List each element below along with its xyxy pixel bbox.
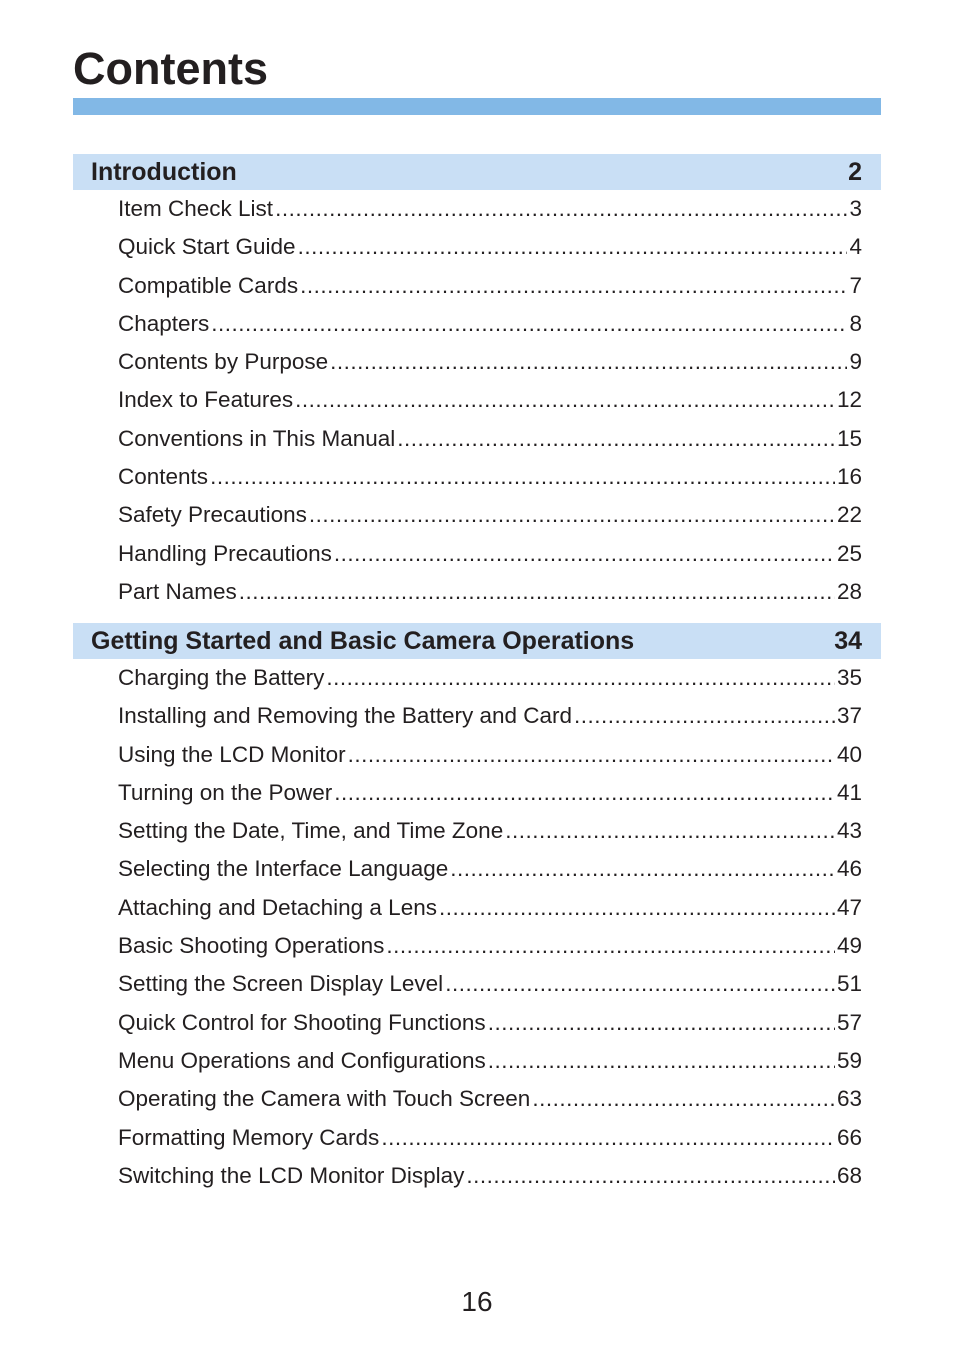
toc-entry-label: Basic Shooting Operations: [118, 933, 385, 959]
dot-leader: [466, 1157, 835, 1195]
toc-entry[interactable]: [73, 535, 881, 573]
toc-entry[interactable]: [73, 850, 881, 888]
toc-entry-label: Contents by Purpose: [118, 349, 329, 375]
toc-entry-label: Attaching and Detaching a Lens: [118, 894, 437, 920]
toc-entry[interactable]: [73, 190, 881, 228]
dot-leader: [300, 267, 847, 305]
dot-leader: [488, 1004, 835, 1042]
toc-entry-page: 35: [836, 665, 862, 690]
page-title: Contents: [73, 43, 268, 94]
toc-entry-page: 3: [849, 196, 862, 221]
dot-leader: [386, 927, 835, 965]
toc-entry[interactable]: [73, 305, 881, 343]
toc-entry[interactable]: [73, 381, 881, 419]
dot-leader: [445, 965, 835, 1003]
section-heading: Getting Started and Basic Camera Operations: [91, 626, 635, 655]
toc-entry-page: 41: [836, 779, 862, 805]
toc-entry-page: 9: [849, 349, 862, 375]
dot-leader: [381, 1119, 835, 1157]
toc-entry-page: 12: [836, 387, 862, 413]
toc-entry[interactable]: [73, 889, 881, 927]
toc-entry-label: Using the LCD Monitor: [118, 741, 346, 767]
toc-section-getting-started: [73, 623, 881, 1195]
toc-entry-label: Quick Start Guide: [118, 234, 296, 260]
page-number: 16: [461, 1286, 493, 1317]
toc-entry-page: 4: [849, 234, 862, 260]
dot-leader: [532, 1080, 835, 1118]
toc-entry[interactable]: [73, 573, 881, 611]
toc-entry[interactable]: [73, 736, 881, 774]
toc-entry-page: 15: [836, 425, 862, 451]
toc-entry-page: 49: [836, 933, 862, 959]
toc-entry[interactable]: [73, 774, 881, 812]
section-page: 34: [834, 626, 862, 655]
toc-entry-page: 25: [836, 540, 862, 566]
toc-entry-page: 28: [836, 578, 862, 604]
dot-leader: [505, 812, 835, 850]
toc-entry-page: 22: [836, 502, 862, 528]
toc-entry-page: 43: [836, 818, 862, 844]
dot-leader: [326, 659, 835, 697]
dot-leader: [488, 1042, 835, 1080]
dot-leader: [574, 697, 835, 735]
dot-leader: [450, 850, 835, 888]
toc-entry-label: Operating the Camera with Touch Screen: [118, 1086, 531, 1112]
toc-entry-page: 46: [836, 856, 862, 882]
dot-leader: [298, 228, 848, 266]
toc-entry-label: Selecting the Interface Language: [118, 856, 449, 882]
toc-entry[interactable]: [73, 343, 881, 381]
title-rule: [73, 98, 881, 115]
toc-entry[interactable]: [73, 965, 881, 1003]
dot-leader: [211, 305, 847, 343]
dot-leader: [275, 190, 847, 228]
toc-entry-label: Installing and Removing the Battery and Card: [118, 703, 573, 729]
toc-entry-label: Quick Control for Shooting Functions: [118, 1009, 486, 1035]
toc-entry-label: Setting the Screen Display Level: [118, 971, 444, 997]
toc-entry-label: Charging the Battery: [118, 665, 325, 690]
toc-entry-page: 51: [836, 971, 862, 997]
toc-entry-label: Item Check List: [118, 196, 274, 221]
section-header[interactable]: [73, 154, 881, 190]
dot-leader: [330, 343, 847, 381]
dot-leader: [239, 573, 835, 611]
toc-entry-label: Handling Precautions: [118, 540, 332, 566]
toc-entry-page: 47: [836, 894, 862, 920]
toc-entry[interactable]: [73, 420, 881, 458]
toc-entry[interactable]: [73, 1042, 881, 1080]
toc-entry[interactable]: [73, 1157, 881, 1195]
toc-entry-label: Formatting Memory Cards: [118, 1124, 380, 1150]
toc-entry-label: Setting the Date, Time, and Time Zone: [118, 818, 504, 844]
dot-leader: [210, 458, 835, 496]
dot-leader: [309, 496, 835, 534]
dot-leader: [334, 774, 835, 812]
toc-entry-label: Conventions in This Manual: [118, 425, 396, 451]
dot-leader: [334, 535, 835, 573]
toc-entry-list: [73, 659, 881, 1195]
toc-entry-label: Contents: [118, 464, 209, 490]
toc-entry-page: 16: [836, 464, 862, 490]
section-heading: Introduction: [91, 157, 237, 186]
toc-entry[interactable]: [73, 659, 881, 697]
dot-leader: [348, 736, 835, 774]
toc-entry-page: 40: [836, 741, 862, 767]
toc-entry[interactable]: [73, 458, 881, 496]
toc-entry-label: Menu Operations and Configurations: [118, 1047, 486, 1073]
toc-entry-page: 37: [836, 703, 862, 729]
dot-leader: [439, 889, 835, 927]
dot-leader: [397, 420, 835, 458]
toc-entry-list: [73, 190, 881, 611]
toc-entry-page: 68: [836, 1162, 862, 1188]
toc-entry-page: 59: [836, 1047, 862, 1073]
section-header[interactable]: [73, 623, 881, 659]
toc-entry[interactable]: [73, 1119, 881, 1157]
section-page: 2: [848, 157, 862, 186]
toc-entry-label: Chapters: [118, 310, 210, 336]
toc-entry-label: Compatible Cards: [118, 272, 299, 298]
toc-entry[interactable]: [73, 927, 881, 965]
toc-entry-page: 63: [836, 1086, 862, 1112]
toc-entry-label: Switching the LCD Monitor Display: [118, 1162, 465, 1188]
toc-entry[interactable]: [73, 267, 881, 305]
toc-entry[interactable]: [73, 228, 881, 266]
toc-entry[interactable]: [73, 812, 881, 850]
toc-entry[interactable]: [73, 496, 881, 534]
toc-entry-page: 66: [836, 1124, 862, 1150]
toc-entry[interactable]: [73, 1004, 881, 1042]
toc-entry-label: Safety Precautions: [118, 502, 307, 528]
toc-entry-label: Part Names: [118, 578, 237, 604]
toc-entry[interactable]: [73, 697, 881, 735]
toc-entry-label: Index to Features: [118, 387, 294, 413]
toc-entry-page: 57: [836, 1009, 862, 1035]
toc-entry-page: 8: [849, 310, 862, 336]
dot-leader: [295, 381, 835, 419]
toc-entry[interactable]: [73, 1080, 881, 1118]
toc-entry-page: 7: [849, 272, 862, 298]
toc-section-introduction: [73, 154, 881, 611]
toc-entry-label: Turning on the Power: [118, 779, 333, 805]
